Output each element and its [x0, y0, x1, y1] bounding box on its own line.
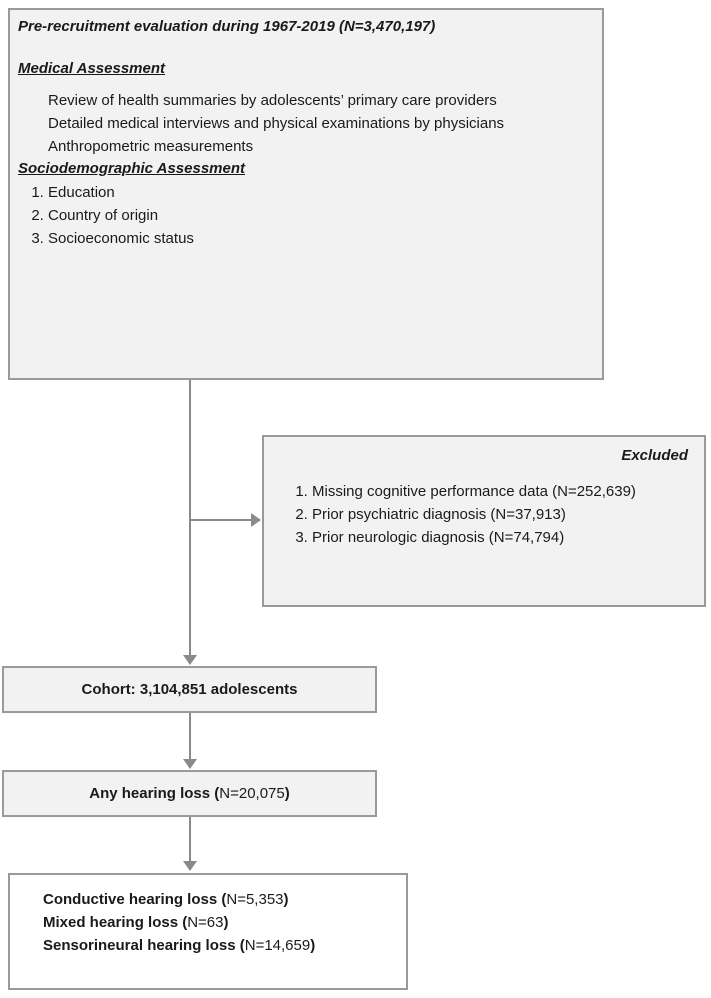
excluded-box	[262, 435, 706, 607]
arrowhead-down-icon	[183, 759, 197, 769]
sociodemographic-list	[10, 181, 602, 250]
sensorineural-hearing-loss-line: Sensorineural hearing loss (N=14,659)	[43, 937, 316, 954]
list-item: 1. Education	[48, 181, 602, 204]
list-item: Detailed medical interviews and physical examinations by physicians	[48, 115, 505, 132]
arrowhead-down-icon	[183, 861, 197, 871]
cohort-text: Cohort: 3,104,851 adolescents	[81, 681, 298, 698]
connector-cohort-to-hearing	[189, 713, 191, 761]
list-item: 3. Prior neurologic diagnosis (N=74,794)	[312, 526, 704, 549]
pre-recruitment-title: Pre-recruitment evaluation during 1967-2019 (N=3,470,197)	[18, 18, 436, 35]
pre-recruitment-box	[8, 8, 604, 380]
excluded-title: Excluded	[621, 447, 688, 464]
cohort-box	[2, 666, 377, 713]
sociodemographic-heading: Sociodemographic Assessment	[18, 160, 246, 177]
medical-assessment-list	[48, 89, 602, 158]
list-item: 3. Socioeconomic status	[48, 227, 602, 250]
list-item: Review of health summaries by adolescents’ primary care providers	[48, 92, 497, 109]
any-hearing-loss-box	[2, 770, 377, 817]
list-item: 1. Missing cognitive performance data (N=252,639)	[312, 480, 704, 503]
mixed-hearing-loss-line: Mixed hearing loss (N=63)	[43, 914, 229, 931]
any-hearing-loss-text: Any hearing loss (N=20,075)	[89, 785, 290, 802]
arrowhead-right-icon	[251, 513, 261, 527]
medical-assessment-heading: Medical Assessment	[18, 60, 166, 77]
list-item: 2. Country of origin	[48, 204, 602, 227]
hearing-loss-types-box	[8, 873, 408, 990]
connector-branch-excluded	[190, 519, 252, 521]
arrowhead-down-icon	[183, 655, 197, 665]
conductive-hearing-loss-line: Conductive hearing loss (N=5,353)	[43, 891, 289, 908]
list-item: 2. Prior psychiatric diagnosis (N=37,913)	[312, 503, 704, 526]
list-item: Anthropometric measurements	[48, 138, 254, 155]
connector-top-to-cohort	[189, 380, 191, 656]
connector-hearing-to-types	[189, 817, 191, 863]
excluded-list	[264, 480, 704, 549]
